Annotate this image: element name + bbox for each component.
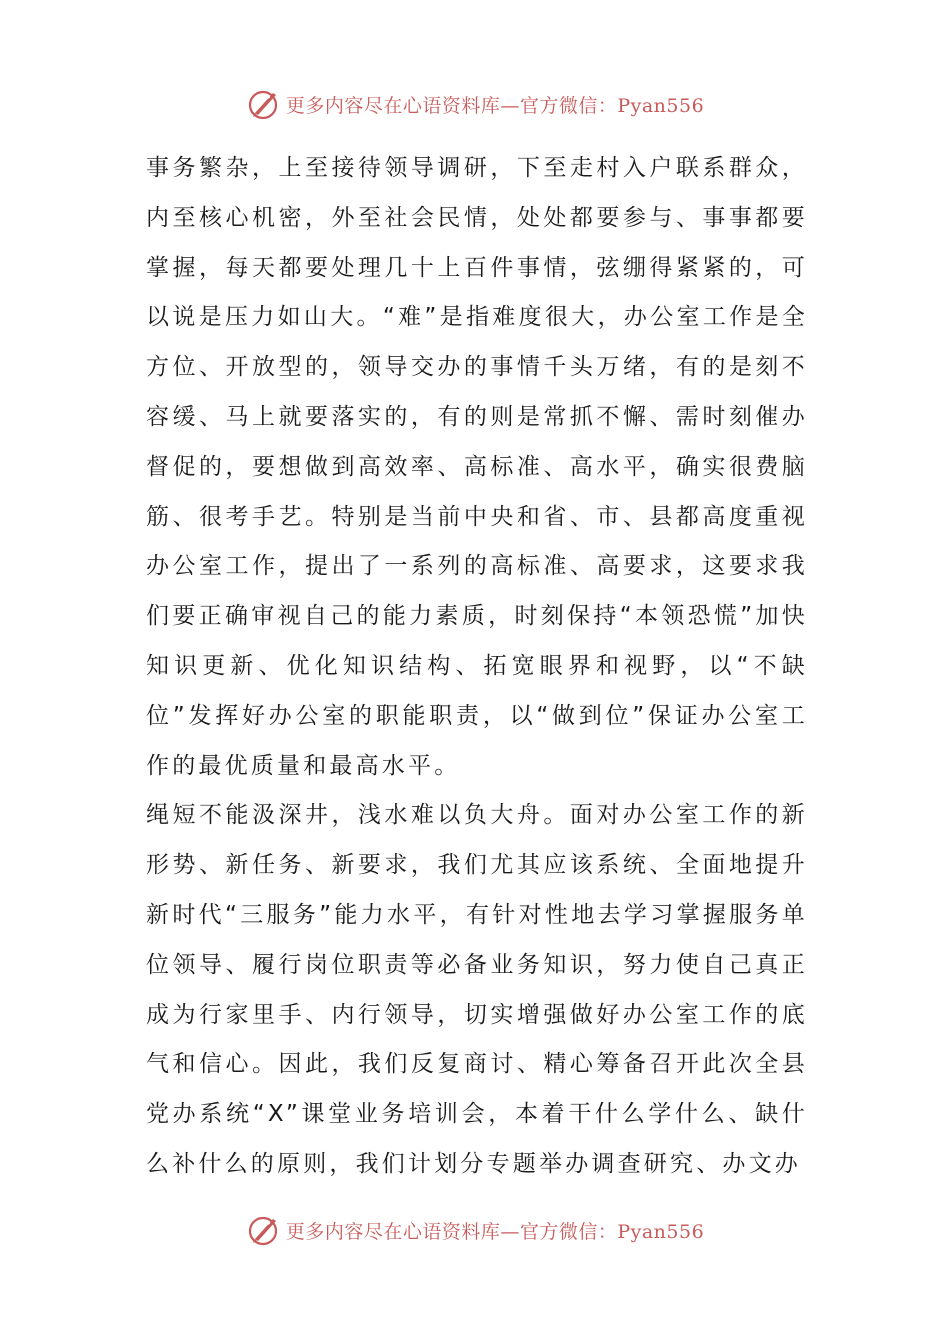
quill-pen-logo-icon [246,86,282,122]
header-banner [0,84,950,124]
header-banner-text: 更多内容尽在心语资料库—官方微信：Pyan556 [285,94,705,117]
paragraph-1: 事务繁杂，上至接待领导调研，下至走村入户联系群众，内至核心机密，外至社会民情，处处都要参与、事事都要掌握，每天都要处理几十上百件事情，弦绷得紧紧的，可以说是压力如山大。“难”是指难度很大，办公室工作是全方位、开放型的，领导交办的事情千头万绪，有的是刻不容缓、马上就要落实的，有的则是常抓不懈、需时刻催办督促的，要想做到高效率、高标准、高水平，确实很费脑筋、很考手艺。特别是当前中央和省、市、县都高度重视办公室工作，提出了一系列的高标准、高要求，这要求我们要正确审视自己的能力素质，时刻保持“本领恐慌”加快知识更新、优化知识结构、拓宽眼界和视野，以“不缺位”发挥好办公室的职能职责，以“做到位”保证办公室工作的最优质量和最高水平。 [146,155,808,779]
document-body [146,144,808,1190]
paragraph-2: 绳短不能汲深井，浅水难以负大舟。面对办公室工作的新形势、新任务、新要求，我们尤其应该系统、全面地提升新时代“三服务”能力水平，有针对性地去学习掌握服务单位领导、履行岗位职责等必备业务知识，努力使自己真正成为行家里手、内行领导，切实增强做好办公室工作的底气和信心。因此，我们反复商讨、精心筹备召开此次全县党办系统“X”课堂业务培训会，本着干什么学什么、缺什么补什么的原则，我们计划分专题举办调查研究、办文办 [146,802,808,1177]
footer-banner [0,1210,950,1250]
quill-pen-logo-icon [246,1212,282,1248]
footer-banner-text: 更多内容尽在心语资料库—官方微信：Pyan556 [285,1220,705,1243]
